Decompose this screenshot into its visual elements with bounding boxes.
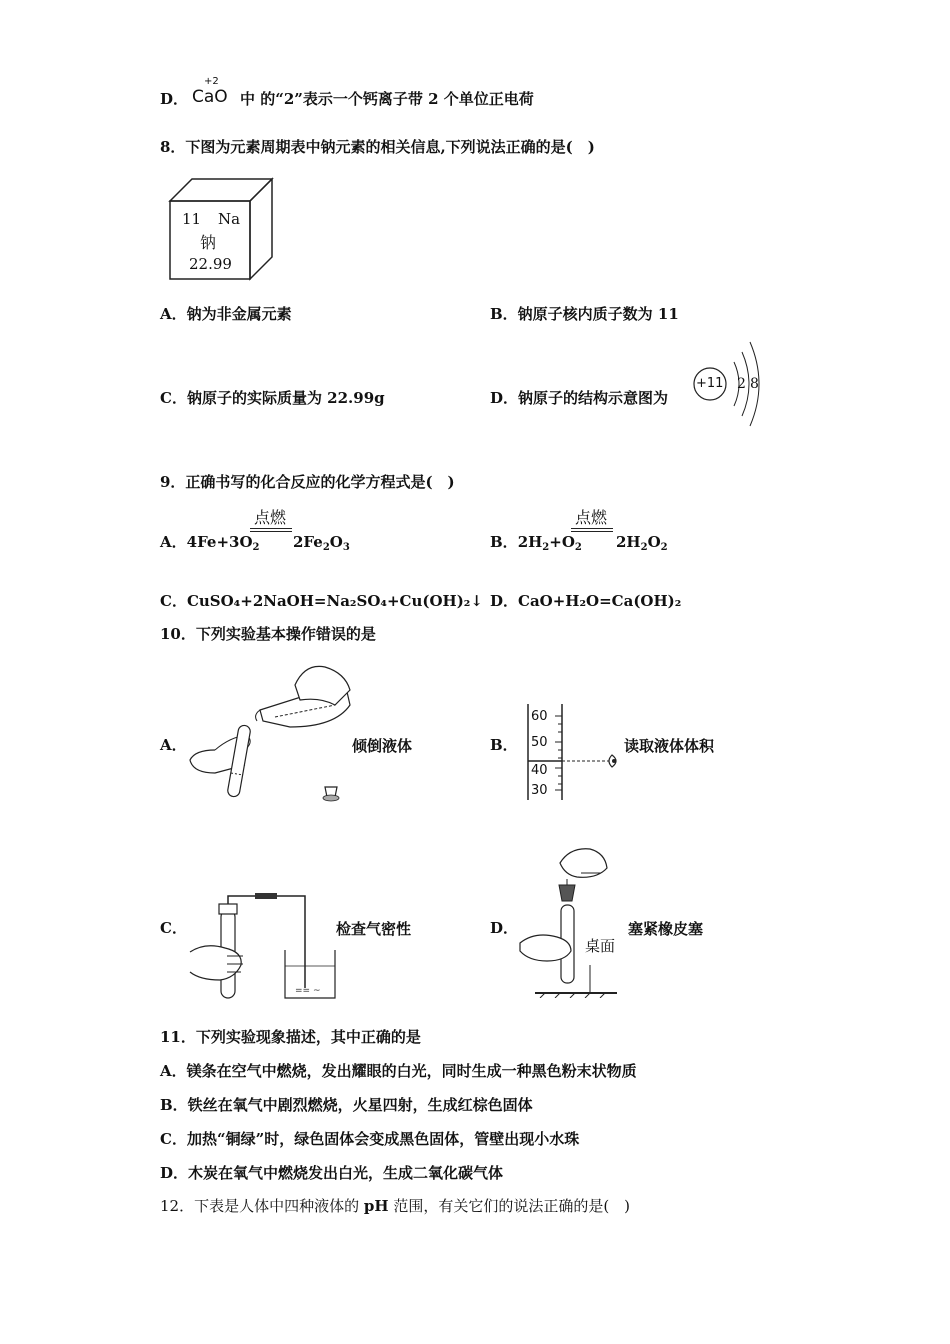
q10-a-label: A． [160,736,187,754]
q12-text-after: 范围，有关它们的说法正确的是( ) [388,1197,631,1215]
q8-option-a: A．钠为非金属元素 [160,305,292,323]
q9-a-left-sub: 2 [252,542,260,553]
q11-option-d: D．木炭在氧气中燃烧发出白光，生成二氧化碳气体 [160,1164,504,1182]
q10-d-caption: 塞紧橡皮塞 [628,920,704,938]
q9-b-left-sub1: 2 [542,542,550,553]
q9-b-label: B． [490,533,518,551]
q9-option-b [490,532,582,558]
q8-option-b: B．钠原子核内质子数为 11 [490,305,679,323]
desk-label: 桌面 [585,937,616,955]
cell-mass: 22.99 [189,255,232,273]
q8-option-c: C．钠原子的实际质量为 22.99g [160,389,385,407]
cylinder-tick-30: 30 [531,783,548,798]
q9-b-right2: O [647,533,661,551]
q10-c-caption: 检查气密性 [336,920,412,938]
q10-d-label: D． [490,919,519,937]
q10-stem: 10．下列实验基本操作错误的是 [160,625,376,643]
cylinder-tick-50: 50 [531,735,548,750]
q10-b-label: B． [490,736,518,754]
q9-b-left2: +O [549,533,575,551]
q12-stem [160,1196,630,1216]
q9-a-product [293,532,350,558]
atom-shell-2: 8 [750,376,759,392]
cao-text: CaO [192,87,228,107]
cell-number: 11 [182,210,202,228]
pouring-liquid-figure [185,655,360,805]
q9-option-c: C．CuSO₄+2NaOH=Na₂SO₄+Cu(OH)₂↓ [160,592,483,610]
q12-text-before: 下表是人体中四种液体的 [194,1197,364,1215]
cylinder-tick-40: 40 [531,763,548,778]
q7-d-text: 中 的“2”表示一个钙离子带 2 个单位正电荷 [240,90,534,108]
q11-stem: 11．下列实验现象描述，其中正确的是 [160,1028,421,1046]
q9-a-right-mid: O [329,533,343,551]
q9-b-condition: 点燃 [575,508,608,527]
q7-d-label: D． [160,90,189,108]
q9-b-left1: 2H [517,533,543,551]
q9-b-right-sub1: 2 [640,542,648,553]
q7-option-d [160,89,188,109]
cell-name: 钠 [200,233,217,252]
q9-a-left: 4Fe+3O [186,533,253,551]
q11-option-a: A．镁条在空气中燃烧，发出耀眼的白光，同时生成一种黑色粉末状物质 [160,1062,637,1080]
q9-a-right-sub2: 3 [342,542,350,553]
q9-b-product [616,532,668,558]
q10-c-label: C． [160,919,187,937]
atom-nucleus: +11 [696,376,724,391]
cao-charge-sup: +2 [204,76,219,87]
q11-option-b: B．铁丝在氧气中剧烈燃烧，火星四射，生成红棕色固体 [160,1096,533,1114]
q9-stem: 9．正确书写的化合反应的化学方程式是( ) [160,473,455,491]
q12-num: 12． [160,1197,195,1215]
q11-option-c: C．加热“铜绿”时，绿色固体会变成黑色固体，管壁出现小水珠 [160,1130,580,1148]
q8-option-d: D．钠原子的结构示意图为 [490,389,669,407]
q9-a-right: 2Fe [293,533,323,551]
q10-b-caption: 读取液体体积 [624,737,715,755]
q9-a-right-sub1: 2 [322,542,330,553]
q9-option-d: D．CaO+H₂O=Ca(OH)₂ [490,592,682,610]
q12-ph: pH [363,1197,389,1215]
q10-a-caption: 倾倒液体 [352,737,413,755]
cell-symbol: Na [218,210,241,228]
q9-b-right1: 2H [616,533,641,551]
q9-a-condition: 点燃 [254,508,287,527]
q9-b-left-sub2: 2 [574,542,582,553]
stopper-insertion-figure [515,843,625,998]
q9-a-label: A． [160,533,187,551]
q9-b-right-sub2: 2 [660,542,668,553]
atom-shell-1: 2 [737,376,746,392]
cylinder-tick-60: 60 [531,709,548,724]
q8-stem: 8．下图为元素周期表中钠元素的相关信息,下列说法正确的是( ) [160,138,595,156]
svg-text:== ~: == ~ [295,986,321,996]
airtightness-check-figure [185,890,340,1002]
q9-option-a [160,532,260,558]
